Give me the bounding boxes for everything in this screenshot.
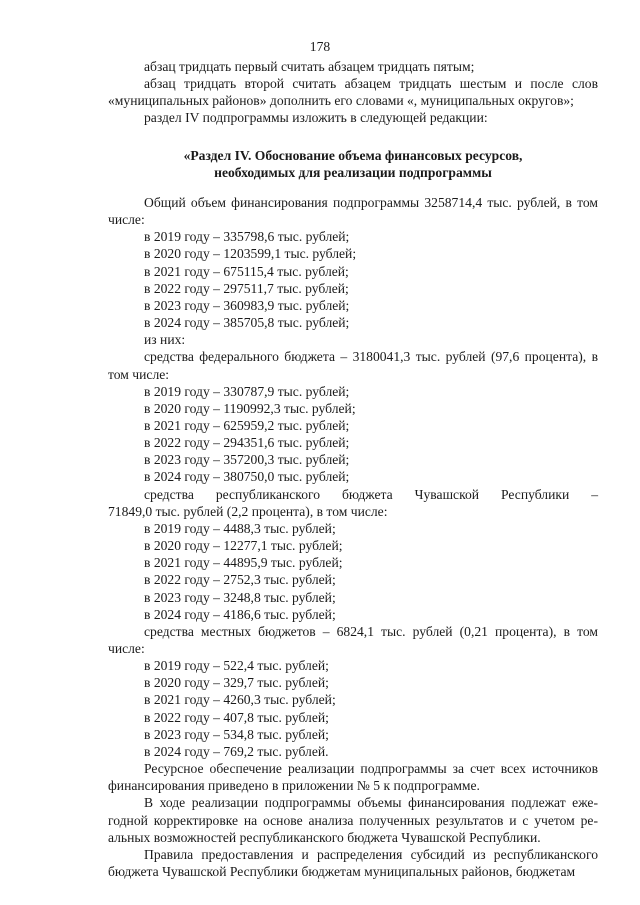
local-year-2020: в 2020 году – 329,7 тыс. рублей; <box>144 675 329 691</box>
republic-year-2023: в 2023 году – 3248,8 тыс. рублей; <box>144 589 336 605</box>
closing-paragraph-1: Ресурсное обеспечение реализации подпрограммы за счет всех источников финансирования приведено в приложении № 5 к подпрограмме. <box>108 761 598 794</box>
section-heading-line-1: «Раздел IV. Обоснование объема финансовых ресурсов, <box>183 147 523 163</box>
republic-year-2022: в 2022 году – 2752,3 тыс. рублей; <box>144 572 336 588</box>
local-budget-paragraph: средства местных бюджетов – 6824,1 тыс. рублей (0,21 процента), в том числе: <box>108 623 598 656</box>
republic-year-2021: в 2021 году – 44895,9 тыс. рублей; <box>144 555 343 571</box>
federal-year-2024: в 2024 году – 380750,0 тыс. рублей; <box>144 469 350 485</box>
federal-budget-paragraph: средства федерального бюджета – 3180041,3 тыс. рублей (97,6 процента), в том числе: <box>108 349 598 382</box>
federal-year-2020: в 2020 году – 1190992,3 тыс. рублей; <box>144 400 356 416</box>
section-heading-line-2: необходимых для реализации подпрограммы <box>214 164 492 180</box>
federal-year-2021: в 2021 году – 625959,2 тыс. рублей; <box>144 417 350 433</box>
closing-paragraph-2: В ходе реализации подпрограммы объемы финансирования подлежат ежегодной корректировке на основе анализа полученных результатов и с учетом реальных возможностей республиканского бюджета Чувашской Республики. <box>108 795 598 845</box>
total-year-2019: в 2019 году – 335798,6 тыс. рублей; <box>144 229 350 245</box>
local-year-2023: в 2023 году – 534,8 тыс. рублей; <box>144 726 329 742</box>
intro-paragraph-1: абзац тридцать первый считать абзацем тридцать пятым; <box>144 59 475 74</box>
total-year-2021: в 2021 году – 675115,4 тыс. рублей; <box>144 263 349 279</box>
of-which-label: из них: <box>144 332 186 348</box>
republic-budget-line-2: 71849,0 тыс. рублей (2,2 процента), в том числе: <box>108 503 388 519</box>
federal-year-2019: в 2019 году – 330787,9 тыс. рублей; <box>144 383 350 399</box>
local-year-2024: в 2024 году – 769,2 тыс. рублей. <box>144 743 329 759</box>
total-year-2023: в 2023 году – 360983,9 тыс. рублей; <box>144 297 350 313</box>
intro-paragraph-2: абзац тридцать второй считать абзацем тридцать шестым и после слов «муниципальных районов» дополнить его словами «, муниципальных округов»; <box>108 76 598 109</box>
federal-year-2023: в 2023 году – 357200,3 тыс. рублей; <box>144 452 350 468</box>
republic-year-2020: в 2020 году – 12277,1 тыс. рублей; <box>144 538 343 554</box>
document-body <box>108 58 598 880</box>
total-year-2020: в 2020 году – 1203599,1 тыс. рублей; <box>144 246 357 262</box>
republic-year-2019: в 2019 году – 4488,3 тыс. рублей; <box>144 520 336 536</box>
total-funding-paragraph: Общий объем финансирования подпрограммы 3258714,4 тыс. рублей, в том числе: <box>108 194 598 228</box>
local-year-2021: в 2021 году – 4260,3 тыс. рублей; <box>144 692 336 708</box>
republic-year-2024: в 2024 году – 4186,6 тыс. рублей; <box>144 606 336 622</box>
total-year-2024: в 2024 году – 385705,8 тыс. рублей; <box>144 315 350 331</box>
republic-budget-line-1: средства республиканского бюджета Чувашской Республики – <box>144 486 598 502</box>
local-year-2022: в 2022 году – 407,8 тыс. рублей; <box>144 709 329 725</box>
total-year-2022: в 2022 году – 297511,7 тыс. рублей; <box>144 280 349 296</box>
page-number: 178 <box>309 39 331 54</box>
closing-paragraph-3: Правила предоставления и распределения субсидий из республиканского бюджета Чувашской Республики бюджетам муниципальных районов, бюджетам <box>108 846 598 880</box>
federal-year-2022: в 2022 году – 294351,6 тыс. рублей; <box>144 435 350 451</box>
intro-paragraph-3: раздел IV подпрограммы изложить в следующей редакции: <box>144 110 488 126</box>
local-year-2019: в 2019 году – 522,4 тыс. рублей; <box>144 658 329 674</box>
